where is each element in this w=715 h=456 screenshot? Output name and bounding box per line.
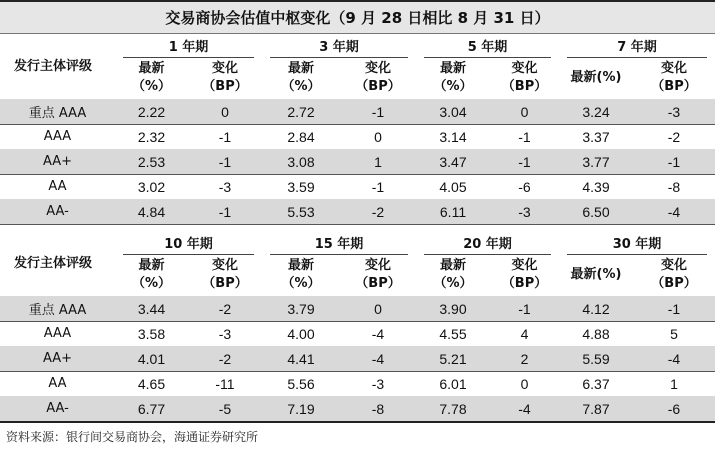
latest-value: 4.65 bbox=[137, 375, 166, 392]
latest-value: 4.41 bbox=[287, 350, 315, 367]
change-value: -8 bbox=[667, 178, 681, 195]
latest-value: 4.00 bbox=[287, 325, 315, 342]
latest-value: 5.59 bbox=[582, 350, 610, 367]
table-row bbox=[0, 346, 715, 371]
latest-value: 2.72 bbox=[287, 103, 315, 120]
change-value: -1 bbox=[518, 300, 531, 317]
row-header-label: 发行主体评级 bbox=[14, 59, 93, 74]
change-value: 5 bbox=[670, 325, 678, 342]
change-value: -2 bbox=[667, 128, 681, 145]
latest-value: 7.87 bbox=[582, 400, 610, 417]
table-row bbox=[0, 371, 715, 396]
latest-value: 5.53 bbox=[287, 203, 315, 220]
change-value: 0 bbox=[374, 128, 382, 145]
period-header: 5 年期 bbox=[467, 40, 508, 55]
change-value: 1 bbox=[374, 153, 382, 170]
latest-value: 3.37 bbox=[582, 128, 610, 145]
change-value: 4 bbox=[520, 325, 529, 342]
latest-value: 3.14 bbox=[439, 128, 467, 145]
change-value: -1 bbox=[371, 103, 385, 120]
rating-cell: AA bbox=[48, 376, 67, 391]
change-header bbox=[490, 57, 559, 99]
latest-value: 2.53 bbox=[137, 153, 166, 170]
latest-value: 4.12 bbox=[582, 300, 610, 317]
latest-header bbox=[416, 254, 490, 296]
latest-value: 4.05 bbox=[439, 178, 467, 195]
rating-cell: AA bbox=[48, 179, 67, 194]
period-header: 15 年期 bbox=[314, 237, 364, 252]
change-value: -3 bbox=[371, 375, 385, 392]
rating-cell: AAA bbox=[43, 129, 72, 144]
rating-cell: 重点 AAA bbox=[28, 106, 87, 121]
change-value: 0 bbox=[520, 375, 529, 392]
change-value: -1 bbox=[218, 203, 232, 220]
header-text: 最新 （%） bbox=[131, 61, 172, 94]
latest-value: 4.88 bbox=[582, 325, 610, 342]
change-value: -1 bbox=[218, 153, 232, 170]
header-text: 变化 （BP） bbox=[651, 61, 697, 94]
latest-value: 3.79 bbox=[287, 300, 315, 317]
latest-value: 3.02 bbox=[137, 178, 166, 195]
latest-value: 6.37 bbox=[582, 375, 610, 392]
header-text: 变化 （BP） bbox=[501, 258, 548, 291]
period-header: 20 年期 bbox=[463, 237, 512, 252]
rating-cell: AA- bbox=[46, 401, 69, 416]
change-value: -1 bbox=[667, 300, 681, 317]
latest-value: 4.39 bbox=[582, 178, 610, 195]
table-row bbox=[0, 99, 715, 124]
change-value: 0 bbox=[374, 300, 382, 317]
change-value: -1 bbox=[518, 128, 531, 145]
latest-value: 2.32 bbox=[137, 128, 166, 145]
header-text: 最新(%) bbox=[570, 70, 622, 85]
rating-cell: AA+ bbox=[42, 351, 73, 366]
header-text: 变化 （BP） bbox=[355, 258, 401, 291]
change-header bbox=[340, 254, 416, 296]
latest-value: 3.08 bbox=[287, 153, 315, 170]
change-value: -3 bbox=[667, 103, 681, 120]
latest-header bbox=[262, 57, 340, 99]
latest-value: 4.01 bbox=[137, 350, 166, 367]
change-value: -6 bbox=[667, 400, 681, 417]
change-value: -3 bbox=[518, 203, 531, 220]
latest-value: 6.77 bbox=[137, 400, 166, 417]
change-value: -4 bbox=[667, 350, 681, 367]
change-value: -3 bbox=[218, 178, 232, 195]
rating-cell: AA+ bbox=[42, 154, 73, 169]
header-text: 最新 （%） bbox=[131, 258, 172, 291]
change-header bbox=[633, 254, 715, 296]
period-header: 1 年期 bbox=[168, 40, 209, 55]
change-value: -1 bbox=[218, 128, 232, 145]
latest-value: 3.59 bbox=[287, 178, 315, 195]
header-text: 最新 （%） bbox=[433, 61, 473, 94]
header-text: 变化 （BP） bbox=[651, 258, 697, 291]
latest-value: 6.01 bbox=[439, 375, 467, 392]
rating-cell: AA- bbox=[46, 204, 69, 219]
table-row bbox=[0, 396, 715, 421]
change-value: -4 bbox=[667, 203, 681, 220]
latest-header bbox=[115, 254, 188, 296]
change-value: -8 bbox=[371, 400, 385, 417]
latest-value: 2.22 bbox=[137, 103, 166, 120]
header-text: 最新 （%） bbox=[281, 258, 321, 291]
table-row bbox=[0, 174, 715, 199]
change-value: -4 bbox=[371, 325, 385, 342]
change-header bbox=[490, 254, 559, 296]
header-text: 最新(%) bbox=[570, 267, 622, 282]
change-value: -2 bbox=[218, 300, 232, 317]
change-value: -1 bbox=[371, 178, 385, 195]
latest-value: 3.44 bbox=[137, 300, 166, 317]
change-value: 0 bbox=[221, 103, 229, 120]
period-header: 30 年期 bbox=[612, 237, 662, 252]
latest-value: 5.21 bbox=[439, 350, 467, 367]
period-header: 7 年期 bbox=[617, 40, 657, 55]
header-text: 变化 （BP） bbox=[202, 258, 248, 291]
latest-header bbox=[416, 57, 490, 99]
latest-value: 6.50 bbox=[582, 203, 610, 220]
latest-header bbox=[559, 254, 633, 296]
latest-value: 6.11 bbox=[439, 203, 467, 220]
change-value: 2 bbox=[520, 350, 529, 367]
change-value: -3 bbox=[218, 325, 232, 342]
change-value: -5 bbox=[218, 400, 232, 417]
table-row bbox=[0, 124, 715, 149]
latest-header bbox=[262, 254, 340, 296]
change-value: -11 bbox=[215, 375, 235, 392]
header-text: 最新 （%） bbox=[433, 258, 473, 291]
latest-value: 7.78 bbox=[439, 400, 467, 417]
change-header bbox=[633, 57, 715, 99]
table-row bbox=[0, 321, 715, 346]
table-row bbox=[0, 199, 715, 224]
table-row bbox=[0, 149, 715, 174]
change-value: -1 bbox=[518, 153, 531, 170]
change-header bbox=[340, 57, 416, 99]
header-text: 变化 （BP） bbox=[202, 61, 248, 94]
rating-cell: AAA bbox=[43, 326, 72, 341]
source-note: 资料来源：银行间交易商协会，海通证券研究所 bbox=[6, 430, 259, 444]
latest-value: 4.55 bbox=[439, 325, 467, 342]
latest-value: 3.47 bbox=[439, 153, 467, 170]
latest-value: 3.58 bbox=[137, 325, 166, 342]
latest-value: 3.24 bbox=[582, 103, 610, 120]
change-value: -2 bbox=[218, 350, 232, 367]
header-text: 变化 （BP） bbox=[355, 61, 401, 94]
change-value: -6 bbox=[518, 178, 531, 195]
header-text: 变化 （BP） bbox=[501, 61, 548, 94]
change-header bbox=[188, 57, 262, 99]
change-value: 0 bbox=[520, 103, 529, 120]
table-title-text: 交易商协会估值中枢变化（9 月 28 日相比 8 月 31 日） bbox=[165, 9, 550, 27]
change-value: -1 bbox=[667, 153, 681, 170]
rating-cell: 重点 AAA bbox=[28, 303, 87, 318]
period-header: 10 年期 bbox=[164, 237, 213, 252]
latest-value: 3.77 bbox=[582, 153, 610, 170]
rule-line bbox=[0, 421, 715, 423]
header-text: 最新 （%） bbox=[281, 61, 321, 94]
row-header-label: 发行主体评级 bbox=[14, 256, 93, 271]
latest-value: 5.56 bbox=[287, 375, 315, 392]
rule-line bbox=[0, 224, 715, 225]
change-header bbox=[188, 254, 262, 296]
latest-value: 7.19 bbox=[287, 400, 315, 417]
table-row bbox=[0, 296, 715, 321]
latest-value: 2.84 bbox=[287, 128, 315, 145]
period-header: 3 年期 bbox=[319, 40, 359, 55]
table-title bbox=[0, 0, 715, 34]
latest-header bbox=[559, 57, 633, 99]
latest-header bbox=[115, 57, 188, 99]
change-value: 1 bbox=[670, 375, 678, 392]
change-value: -4 bbox=[518, 400, 531, 417]
latest-value: 3.90 bbox=[439, 300, 467, 317]
change-value: -2 bbox=[371, 203, 385, 220]
change-value: -4 bbox=[371, 350, 385, 367]
latest-value: 3.04 bbox=[439, 103, 467, 120]
latest-value: 4.84 bbox=[137, 203, 166, 220]
